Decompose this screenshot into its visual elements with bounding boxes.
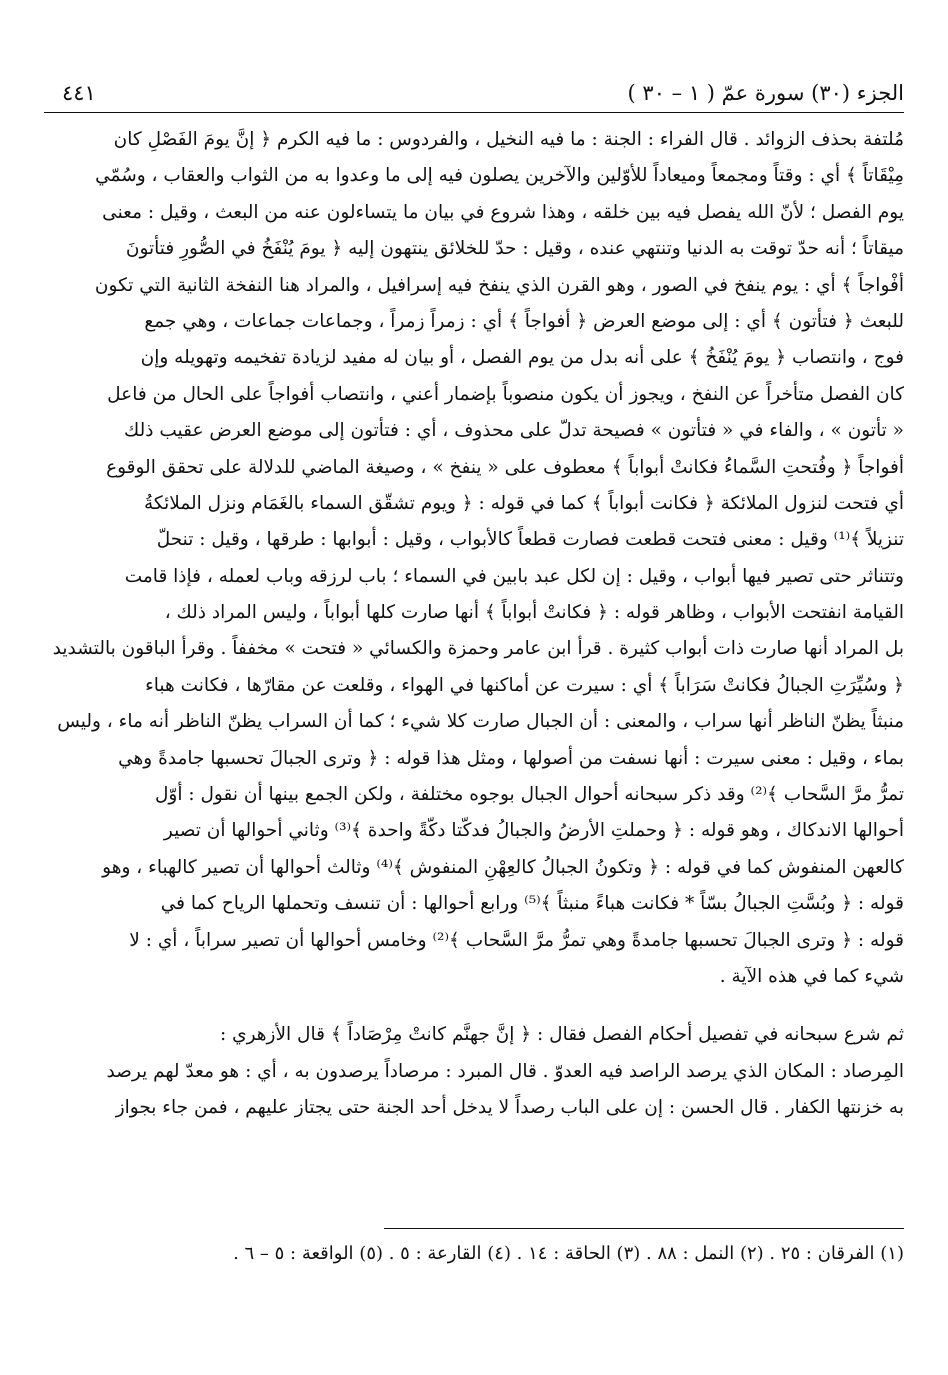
running-header xyxy=(44,78,904,108)
text-line: القيامة انفتحت الأبواب ، وظاهر قوله : ﴿ فكانتْ أبواباً ﴾ أنها صارت كلها أبواباً ، وليس المراد ذلك ، xyxy=(164,602,904,624)
footnotes: (١) الفرقان : ٢٥ . (٢) النمل : ٨٨ . (٣) الحاقة : ١٤ . (٤) القارعة : ٥ . (٥) الواقعة : ٥ – ٦ . xyxy=(233,1243,904,1264)
text-line: تنزيلاً ﴾⁽¹⁾ وقيل : معنى فتحت قطعت فصارت قطعاً كالأبواب ، وقيل : أبوابها : طرقها ، وقيل : تنحلّ xyxy=(156,529,904,551)
text-line: المِرصاد : المكان الذي يرصد الراصد فيه العدوّ . قال المبرد : مرصاداً يرصدون به ، أي : هو معدّ لهم يرصد xyxy=(106,1060,904,1082)
text-line: مُلتفة بحذف الزوائد . قال الفراء : الجنة : ما فيه النخيل ، والفردوس : ما فيه الكرم ﴿ إنَّ يومَ الفَصْلِ كان xyxy=(113,129,904,150)
text-line: ﴿ وسُيِّرَتِ الجبالُ فكانتْ سَرَاباً ﴾ أي : سيرت عن أماكنها في الهواء ، وقلعت عن مقارّها ، فكانت هباء xyxy=(145,674,904,696)
text-line: أي فتحت لنزول الملائكة ﴿ فكانت أبواباً ﴾ كما في قوله : ﴿ ويوم تشقّق السماء بالغَمَام ونزل الملائكةُ xyxy=(144,492,904,514)
text-line: منبثاً يظنّ الناظر أنها سراب ، والمعنى : أن الجبال صارت كلا شيء ؛ كما أن السراب يظنّ الناظر أنه ماء ، وليس xyxy=(57,711,904,733)
text-line: كالعهن المنفوش كما في قوله : ﴿ وتكونُ الجبالُ كالعِهْنِ المنفوش ﴾⁽⁴⁾ وثالث أحوالها أن تصير كالهباء ، وهو xyxy=(102,856,904,878)
body-text xyxy=(44,122,904,1127)
text-line: به خزنتها الكفار . قال الحسن : إن على الباب رصداً لا يدخل أحد الجنة حتى يجتاز عليهم ، فمن جاء بجواز xyxy=(115,1097,904,1119)
text-line: قوله : ﴿ وترى الجبالَ تحسبها جامدةً وهي تمرُّ مرَّ السَّحاب ﴾⁽²⁾ وخامس أحوالها أن تصير سراباً ، أي : لا xyxy=(129,929,904,951)
chapter-title: الجزء (٣٠) سورة عمّ ( ١ – ٣٠ ) xyxy=(627,81,904,105)
text-line: فوج ، وانتصاب ﴿ يومَ يُنْفَخُ ﴾ على أنه بدل من يوم الفصل ، أو بيان له مفيد لزيادة تفخيمه وتهويله وإن xyxy=(140,347,904,369)
text-line: بماء ، وقيل : معنى سيرت : أنها نسفت من أصولها ، ومثل هذا قوله : ﴿ وترى الجبالَ تحسبها جامدةً وهي xyxy=(118,747,904,769)
header-rule xyxy=(44,112,904,113)
text-line: ميقاتاً ؛ أنه حدّ توقت به الدنيا وتنتهي عنده ، وقيل : حدّ للخلائق ينتهون إليه ﴿ يومَ يُنْفَخُ في الصُّورِ فتأتونَ xyxy=(125,238,904,260)
page-number: ٤٤١ xyxy=(62,81,96,105)
text-line: وتتناثر حتى تصير فيها أبواب ، وقيل : إن لكل عبد بابين في السماء ؛ باب لرزقه وباب لعمله ، فإذا قامت xyxy=(124,565,904,587)
text-line: أفْواجاً ﴾ أي : يوم ينفخ في الصور ، وهو القرن الذي ينفخ فيه إسرافيل ، والمراد هنا النفخة الثانية التي تكون xyxy=(94,274,904,296)
text-line: يوم الفصل ؛ لأنّ الله يفصل فيه بين خلقه ، وهذا شروع في بيان ما يتساءلون عنه من البعث ، وقيل : معنى xyxy=(102,201,904,223)
text-line: تمرُّ مرَّ السَّحاب ﴾⁽²⁾ وقد ذكر سبحانه أحوال الجبال بوجوه مختلفة ، ولكن الجمع بينها أن نقول : أوّل xyxy=(154,784,904,806)
text-line: قوله : ﴿ وبُسَّتِ الجبالُ بسّاً * فكانت هباءً منبثاً ﴾⁽⁵⁾ ورابع أحوالها : أن تنسف وتحملها الرياح كما في xyxy=(160,893,904,915)
text-line: « تأتون » ، والفاء في « فتأتون » فصيحة تدلّ على محذوف ، أي : فتأتون إلى موضع العرض عقيب ذلك xyxy=(123,420,904,442)
text-line: أحوالها الاندكاك ، وهو قوله : ﴿ وحملتِ الأرضُ والجبالُ فدكّتا دكّةً واحدة ﴾⁽³⁾ وثاني أحوالها أن تصير xyxy=(163,820,904,842)
text-line: شيء كما في هذه الآية . xyxy=(719,965,904,987)
page-content xyxy=(44,78,904,1264)
text-line: كان الفصل متأخراً عن النفخ ، ويجوز أن يكون منصوباً بإضمار أعني ، وانتصاب أفواجاً على الحال من فاعل xyxy=(107,383,904,405)
text-line: أفواجاً ﴿ وفُتحتِ السَّماءُ فكانتْ أبواباً ﴾ معطوف على « ينفخ » ، وصيغة الماضي للدلالة على تحقق الوقوع xyxy=(106,456,904,478)
text-line: بل المراد أنها صارت ذات أبواب كثيرة . قرأ ابن عامر وحمزة والكسائي « فتحت » مخففاً . وقرأ الباقون بالتشديد xyxy=(52,638,904,660)
footnote-rule xyxy=(384,1228,904,1229)
paragraph-gap xyxy=(44,995,904,1017)
text-line: للبعث ﴿ فتأتون ﴾ أي : إلى موضع العرض ﴿ أفواجاً ﴾ أي : زمراً زمراً ، وجماعات جماعات ، وهي جمع xyxy=(144,310,904,332)
text-line: مِيْقَاتاً ﴾ أي : وقتاً ومجمعاً وميعاداً للأوّلين والآخرين يصلون فيه إلى ما وعدوا به من الثواب والعقاب ، وسُمّي xyxy=(95,165,904,187)
text-line: ثم شرع سبحانه في تفصيل أحكام الفصل فقال : ﴿ إنَّ جهنَّم كانتْ مِرْصَاداً ﴾ قال الأزهري : xyxy=(220,1024,904,1046)
